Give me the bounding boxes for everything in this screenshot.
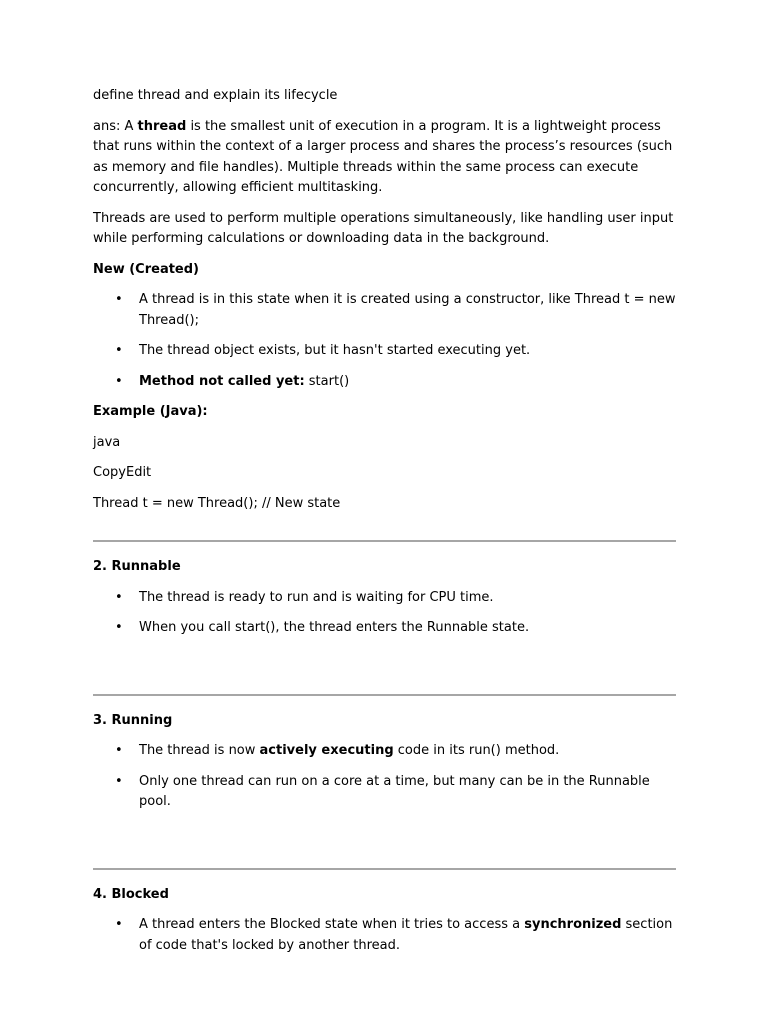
list-item-text: code in its run() method.	[393, 743, 560, 758]
list-item-text: The thread object exists, but it hasn't started executing yet.	[139, 343, 531, 358]
spacer	[93, 649, 678, 694]
copy-edit-link[interactable]: CopyEdit	[93, 465, 152, 480]
list-item	[93, 341, 678, 362]
spacer	[93, 524, 678, 540]
spacer	[93, 870, 678, 885]
list-item	[93, 915, 678, 956]
list-item-text: A thread enters the Blocked state when it tries to access a	[139, 917, 525, 932]
new-state-list	[93, 290, 678, 392]
bullet-icon: •	[115, 292, 123, 307]
new-state-heading: New (Created)	[93, 261, 199, 277]
bullet-icon: •	[115, 343, 123, 358]
method-bold: Method not called yet:	[139, 373, 305, 389]
code-line: Thread t = new Thread(); // New state	[93, 495, 341, 511]
answer-paragraph	[93, 117, 678, 199]
answer-rest: is the smallest unit of execution in a program. It is a lightweight process that runs within the context of a larger process and shares the process’s resources (such as memory and file handles). Multiple threads within the same process can execute concurrently, allowing efficient multitasking.	[93, 118, 673, 195]
question-text: define thread and explain its lifecycle	[93, 88, 338, 103]
bullet-icon: •	[115, 743, 123, 758]
bullet-icon: •	[115, 917, 123, 932]
running-list	[93, 741, 678, 813]
list-item	[93, 588, 678, 609]
blocked-heading: 4. Blocked	[93, 886, 169, 902]
answer-bold-term: thread	[137, 118, 187, 134]
example-heading: Example (Java):	[93, 404, 208, 419]
runnable-list	[93, 588, 678, 639]
spacer	[93, 542, 678, 557]
blocked-list	[93, 915, 678, 956]
answer-prefix: ans: A	[93, 118, 138, 134]
method-rest: start()	[304, 373, 350, 389]
list-item	[93, 772, 678, 813]
list-item-text: The thread is now	[139, 743, 260, 758]
spacer	[93, 696, 678, 711]
list-item-text: Only one thread can run on a core at a time, but many can be in the Runnable pool.	[139, 773, 650, 809]
code-language: java	[93, 434, 121, 450]
document-page	[93, 86, 678, 966]
running-heading: 3. Running	[93, 712, 173, 728]
list-item-text: section of code that's locked by another thread.	[139, 917, 673, 953]
spacer	[93, 823, 678, 868]
bullet-icon: •	[115, 773, 123, 789]
bold-term: synchronized	[524, 917, 622, 932]
list-item	[93, 290, 678, 331]
list-item	[93, 372, 678, 393]
bullet-icon: •	[115, 620, 123, 635]
bold-term: actively executing	[259, 743, 394, 758]
list-item	[93, 618, 678, 639]
runnable-heading: 2. Runnable	[93, 559, 181, 574]
list-item	[93, 741, 678, 762]
usage-paragraph: Threads are used to perform multiple operations simultaneously, like handling user input while performing calculations or downloading data in the background.	[93, 210, 674, 246]
list-item-text: A thread is in this state when it is created using a constructor, like Thread t = new Thread();	[139, 292, 676, 328]
bullet-icon: •	[115, 589, 123, 605]
list-item-text: When you call start(), the thread enters the Runnable state.	[139, 620, 530, 635]
bullet-icon: •	[115, 373, 123, 389]
list-item-text: The thread is ready to run and is waiting for CPU time.	[139, 589, 494, 605]
